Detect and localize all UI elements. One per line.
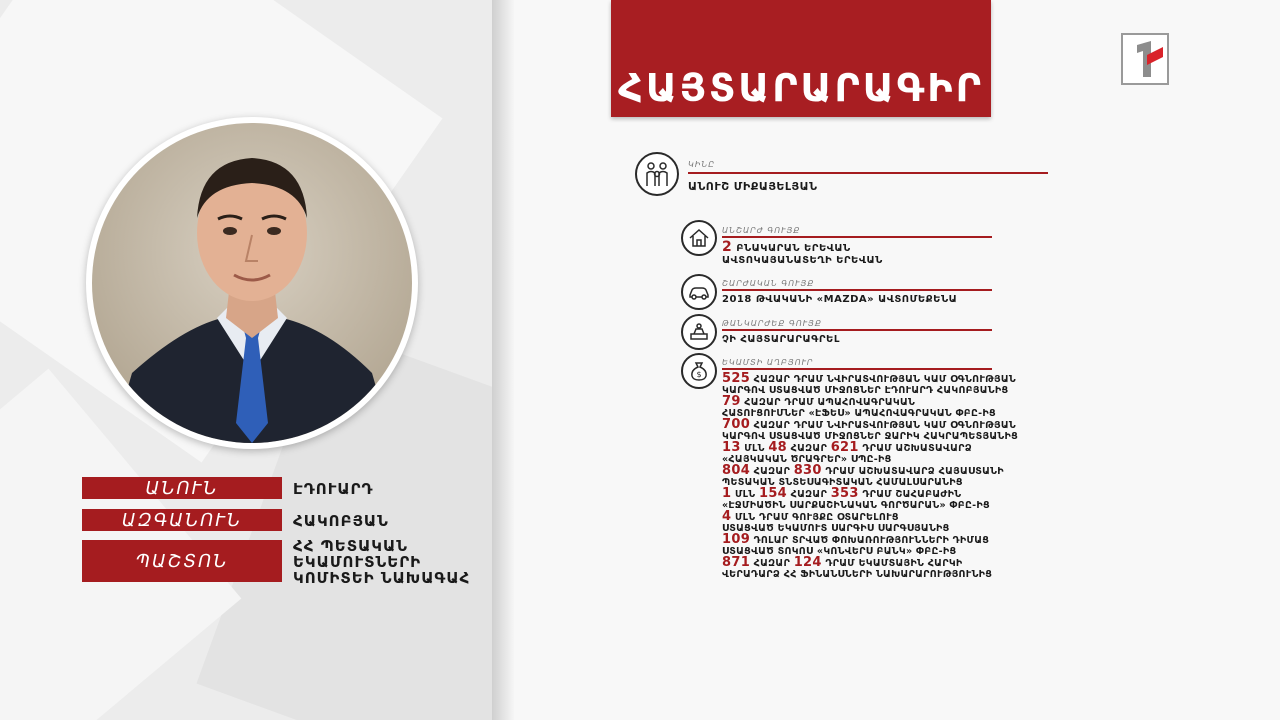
list-item: 79 ՀԱԶԱՐ ԴՐԱՄ ԱՊԱՀՈՎԱԳՐԱԿԱՆ ՀԱՏՈՒՑՈՒՄՆԵՐ «ԷՖԵՍ» ԱՊԱՀՈՎԱԳՐԱԿԱՆ ՓԲԸ-ԻՑ [722,394,996,419]
list-item: 525 ՀԱԶԱՐ ԴՐԱՄ ՆՎԻՐԱՏՎՈՒԹՅԱՆ ԿԱՄ ՕԳՆՈՒԹՅԱՆ ԿԱՐԳՈՎ ՍՏԱՑՎԱԾ ՄԻՋՈՑՆԵՐ ԷԴՈՒԱՐԴ ՀԱԿՈԲՅԱՆԻՑ [722,371,1016,396]
family-icon-svg [643,160,671,188]
jewelry-icon [681,314,717,350]
position-line: ԵԿԱՄՈՒՏՆԵՐԻ [293,553,422,571]
svg-text:$: $ [696,370,702,379]
section-line [722,329,992,331]
movable-value: 2018 ԹՎԱԿԱՆԻ «MAZDA» ԱՎՏՈՄԵՔԵՆԱ [722,294,958,305]
position-value [293,538,470,586]
valuables-label: ԹԱՆԿԱՐԺԵՔ ԳՈՒՅՔ [722,319,822,328]
person-photo-icon [92,123,412,443]
income-label: ԵԿԱՄՏԻ ԱՂԲՅՈՒՐ [722,358,814,367]
section-line [722,368,992,370]
surname-value: ՀԱԿՈԲՅԱՆ [293,512,389,530]
list-item: 13 ՄԼՆ 48 ՀԱԶԱՐ 621 ԴՐԱՄ ԱՇԽԱՏԱՎԱՐՁ «ՀԱՅԿԱԿԱՆ ԾՐԱԳՐԵՐ» ՍՊԸ-ԻՑ [722,440,972,465]
position-line: ԿՈՄԻՏԵԻ ՆԱԽԱԳԱՀ [293,569,471,587]
name-label [82,477,282,499]
channel-one-logo-icon [1123,35,1167,83]
house-icon-svg [688,227,710,249]
section-line [722,289,992,291]
valuables-value: ՉԻ ՀԱՅՏԱՐԱՐԱԳՐԵԼ [722,334,840,345]
family-icon [635,152,679,196]
header-banner [611,0,991,117]
property-label: ԱՆՇԱՐԺ ԳՈՒՅՔ [722,226,801,235]
name-label-text: ԱՆՈՒՆ [145,477,219,499]
surname-label-text: ԱԶԳԱՆՈՒՆ [121,509,243,531]
list-item: 4 ՄԼՆ ԴՐԱՄ ԳՈՒՅՔԸ ՕՏԱՐԵԼՈՒՑ ՍՏԱՑՎԱԾ ԵԿԱՄՈՒՏ ՍԱՐԳԻՍ ՍԱՐԳՍՅԱՆԻՑ [722,509,950,534]
list-item: 871 ՀԱԶԱՐ 124 ԴՐԱՄ ԵԿԱՄՏԱՅԻՆ ՀԱՐԿԻ ՎԵՐԱԴԱՐՁ ՀՀ ՖԻՆԱՆՍՆԵՐԻ ՆԱԽԱՐԱՐՈՒԹՅՈՒՆԻՑ [722,555,993,580]
channel-one-logo [1121,33,1169,85]
name-value: ԷԴՈՒԱՐԴ [293,480,374,498]
position-label [82,540,282,582]
property-line: ԱՎՏՈԿԱՅԱՆԱՏԵՂԻ ԵՐԵՎԱՆ [722,255,883,266]
property-line: ԲՆԱԿԱՐԱՆ ԵՐԵՎԱՆ [736,243,851,254]
position-label-text: ՊԱՇՏՈՆ [135,550,229,572]
surname-label [82,509,282,531]
property-count: 2 [722,239,733,255]
panel-divider [492,0,514,720]
car-icon [681,274,717,310]
section-line [722,236,992,238]
position-line: ՀՀ ՊԵՏԱԿԱՆ [293,537,408,555]
list-item: 804 ՀԱԶԱՐ 830 ԴՐԱՄ ԱՇԽԱՏԱՎԱՐՁ ՀԱՅԱՍՏԱՆԻ ՊԵՏԱԿԱՆ ՏՆՏԵՍԱԳԻՏԱԿԱՆ ՀԱՄԱԼՍԱՐԱՆԻՑ [722,463,1004,488]
money-bag-icon-svg [688,360,710,382]
section-line [688,172,1048,174]
income-list [722,371,1052,581]
list-item: 700 ՀԱԶԱՐ ԴՐԱՄ ՆՎԻՐԱՏՎՈՒԹՅԱՆ ԿԱՄ ՕԳՆՈՒԹՅԱՆ ԿԱՐԳՈՎ ՍՏԱՑՎԱԾ ՄԻՋՈՑՆԵՐ ՋԱՐԻԿ ՀԱԿՐԱՊԵՏՅԱՆԻՑ [722,417,1019,442]
jewelry-icon-svg [688,321,710,343]
list-item: 1 ՄԼՆ 154 ՀԱԶԱՐ 353 ԴՐԱՄ ՇԱՀԱԲԱԺԻՆ «ԷՋՄԻԱԾԻՆ ՍԱՐՔԱՇԻՆԱԿԱՆ ԳՈՐԾԱՐԱՆ» ՓԲԸ-ԻՑ [722,486,990,511]
page-title: ՀԱՅՏԱՐԱՐԱԳԻՐ [618,66,984,110]
spouse-value: ԱՆՈՒՇ ՄԻՔԱՅԵԼՅԱՆ [688,180,818,193]
property-value [722,241,883,267]
spouse-label: ԿԻՆԸ [688,160,716,169]
movable-label: ՇԱՐԺԱԿԱՆ ԳՈՒՅՔ [722,279,815,288]
money-bag-icon [681,353,717,389]
house-icon [681,220,717,256]
portrait-photo [86,117,418,449]
car-icon-svg [688,281,710,303]
list-item: 109 ԴՈԼԱՐ ՏՐՎԱԾ ՓՈԽԱՌՈՒԹՅՈՒՆՆԵՐԻ ԴԻՄԱՑ ՍՏԱՑՎԱԾ ՏՈԿՈՍ «ԿՈՆՎԵՐՍ ԲԱՆԿ» ՓԲԸ-ԻՑ [722,532,990,557]
